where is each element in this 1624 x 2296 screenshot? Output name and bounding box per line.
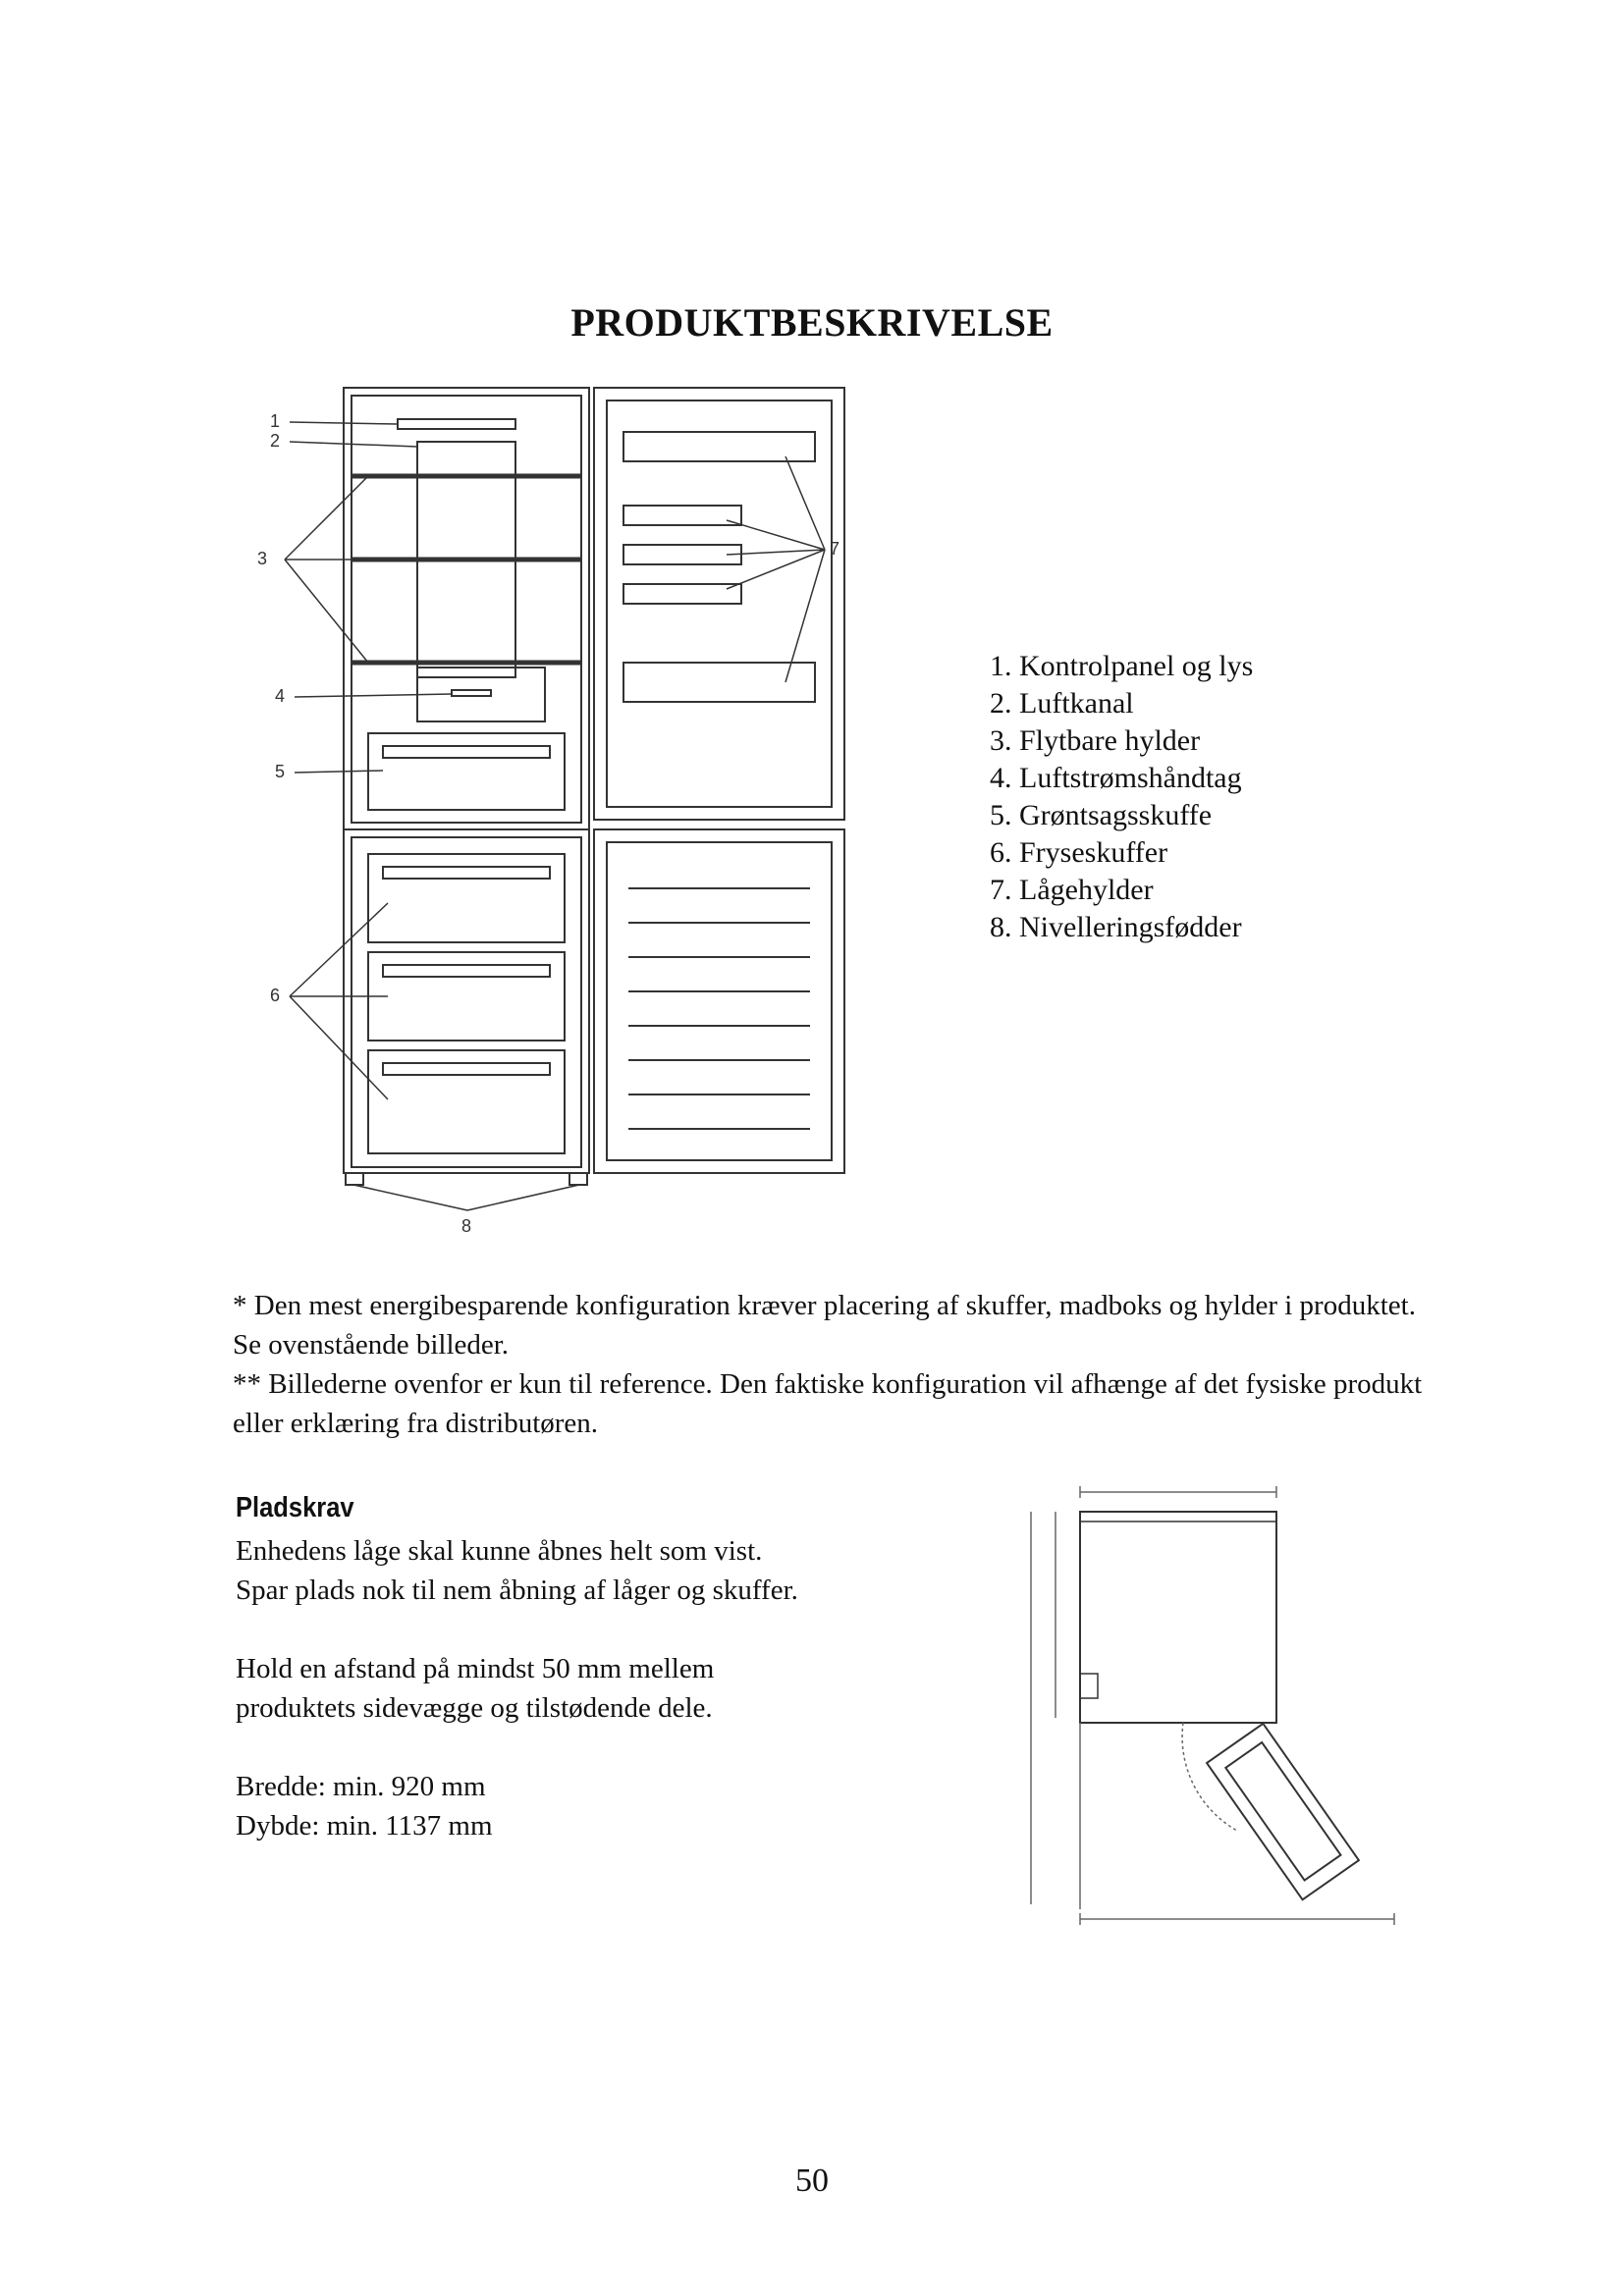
callout-8: 8: [461, 1216, 472, 1236]
fridge-diagram: [236, 368, 864, 1252]
list-item: 3. Flytbare hylder: [990, 724, 1201, 757]
list-item: 1. Kontrolpanel og lys: [990, 650, 1254, 682]
callout-5: 5: [275, 762, 286, 781]
note-2: ** Billederne ovenfor er kun til reference. Den faktiske konfiguration vil afhænge af det fysiske produkt eller erklæring fra distributøren.: [233, 1368, 1423, 1439]
callout-7: 7: [830, 539, 840, 559]
space-para-3: Bredde: min. 920 mm Dybde: min. 1137 mm: [236, 1771, 493, 1842]
list-item: 6. Fryseskuffer: [990, 836, 1168, 869]
parts-list: [990, 648, 1253, 946]
clearance-diagram: [1011, 1472, 1434, 1934]
callout-3: 3: [257, 549, 268, 568]
list-item: 5. Grøntsagsskuffe: [990, 799, 1213, 831]
callout-1: 1: [270, 411, 281, 431]
list-item: 7. Lågehylder: [990, 874, 1154, 906]
callout-4: 4: [275, 686, 286, 706]
page-title: PRODUKTBESKRIVELSE: [570, 300, 1054, 345]
note-1: * Den mest energibesparende konfiguration kræver placering af skuffer, madboks og hylder i produktet. Se ovenstående billeder.: [233, 1290, 1416, 1361]
list-item: 4. Luftstrømshåndtag: [990, 762, 1242, 794]
notes: [233, 1286, 1450, 1443]
page-number: 50: [795, 2163, 829, 2199]
space-para-1: Enhedens låge skal kunne åbnes helt som vist. Spar plads nok til nem åbning af låger og skuffer.: [236, 1535, 798, 1606]
space-para-2: Hold en afstand på mindst 50 mm mellem produktets sidevægge og tilstødende dele.: [236, 1653, 715, 1724]
callout-2: 2: [270, 431, 281, 451]
section-heading: Pladskrav: [236, 1492, 354, 1523]
list-item: 8. Nivelleringsfødder: [990, 911, 1242, 943]
callout-6: 6: [270, 986, 281, 1005]
list-item: 2. Luftkanal: [990, 687, 1134, 720]
